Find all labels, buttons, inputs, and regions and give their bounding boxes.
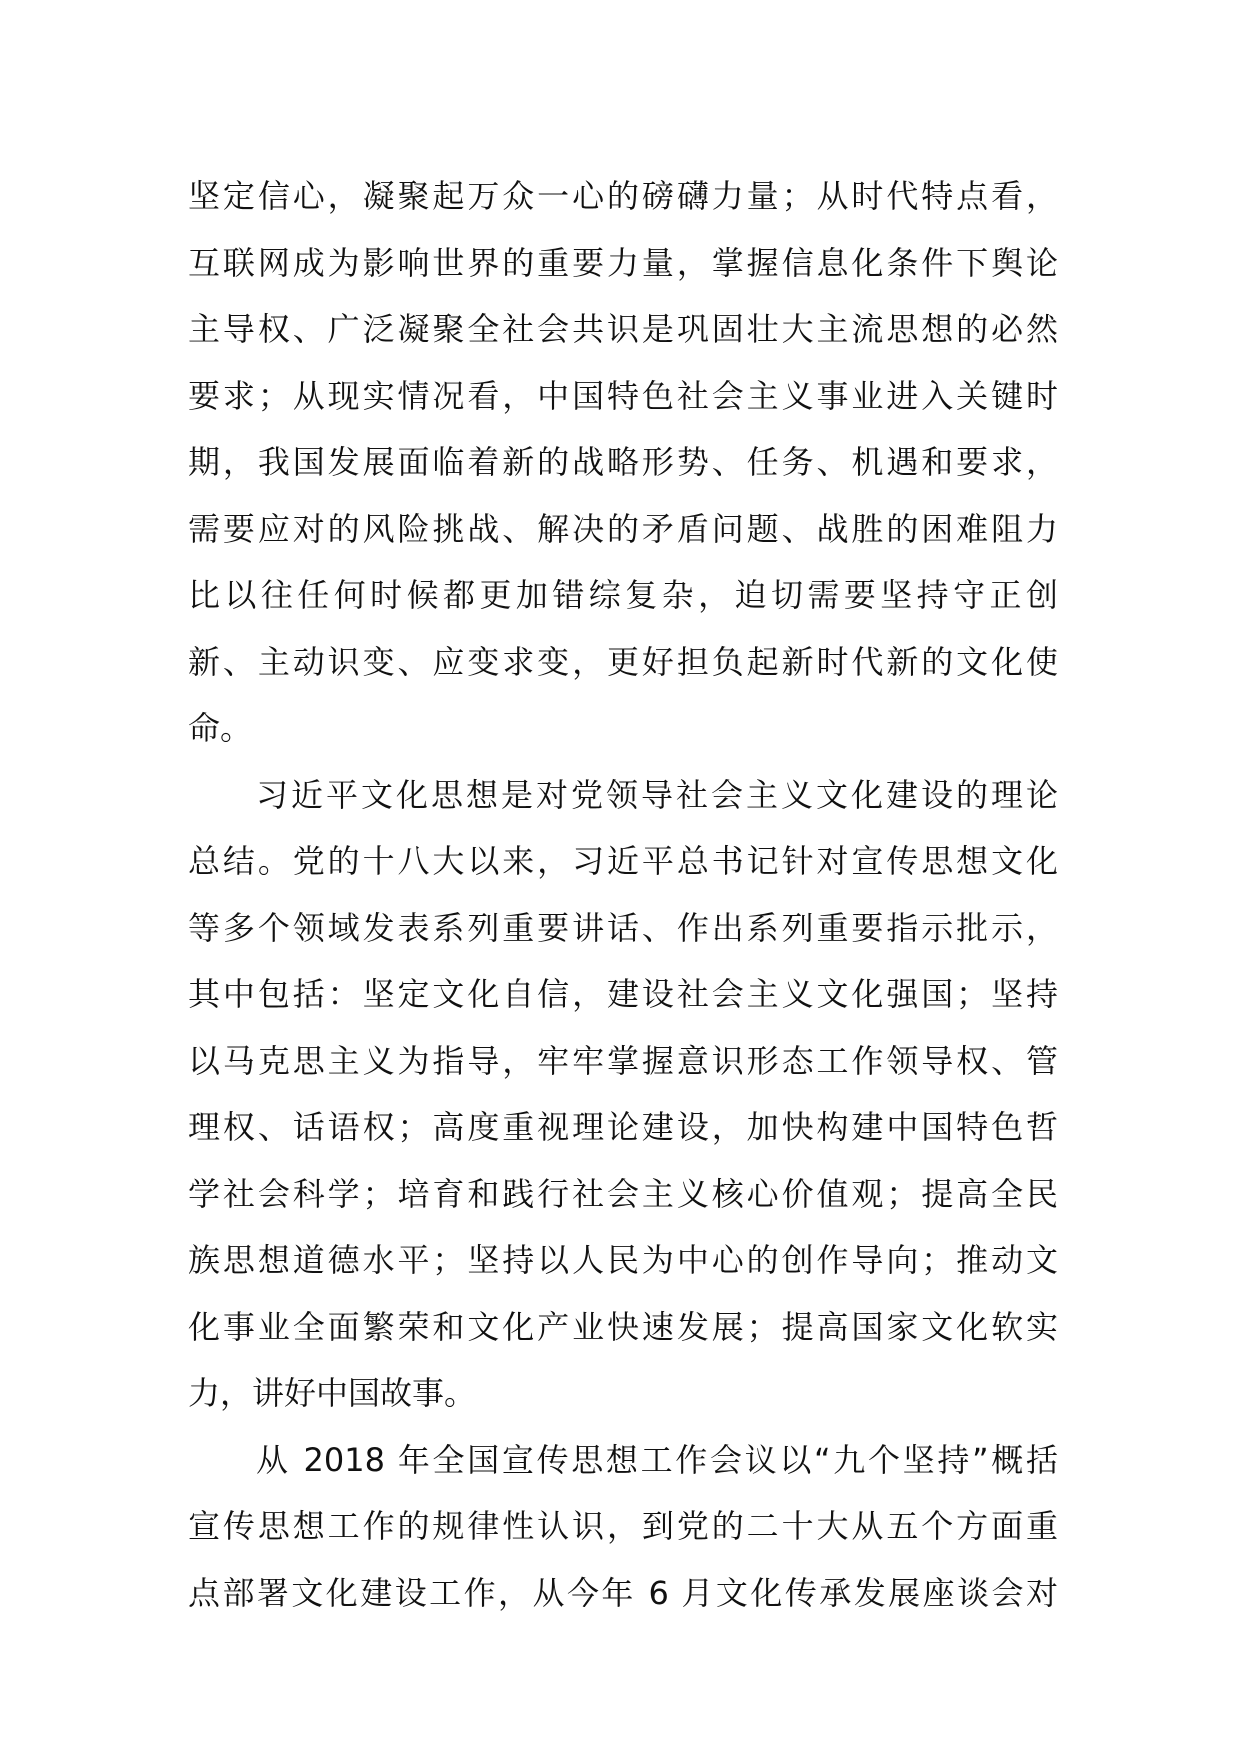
paragraph-3-line-2: 宣传思想工作的规律性认识，到党的二十大从五个方面重 bbox=[188, 1507, 1058, 1545]
paragraph-2-line-3: 等多个领域发表系列重要讲话、作出系列重要指示批示， bbox=[188, 909, 1058, 947]
paragraph-2-line-2: 总结。党的十八大以来，习近平总书记针对宣传思想文化 bbox=[188, 842, 1058, 880]
paragraph-2-line-7: 学社会科学；培育和践行社会主义核心价值观；提高全民 bbox=[188, 1175, 1058, 1213]
paragraph-1-line-5: 期，我国发展面临着新的战略形势、任务、机遇和要求， bbox=[188, 443, 1058, 481]
paragraph-2-line-10: 力，讲好中国故事。 bbox=[188, 1374, 477, 1412]
paragraph-2-line-9: 化事业全面繁荣和文化产业快速发展；提高国家文化软实 bbox=[188, 1308, 1058, 1346]
paragraph-1-line-8: 新、主动识变、应变求变，更好担负起新时代新的文化使 bbox=[188, 643, 1058, 681]
paragraph-1-line-4: 要求；从现实情况看，中国特色社会主义事业进入关键时 bbox=[188, 377, 1058, 415]
paragraph-2-line-1: 习近平文化思想是对党领导社会主义文化建设的理论 bbox=[256, 776, 1058, 814]
paragraph-1-line-3: 主导权、广泛凝聚全社会共识是巩固壮大主流思想的必然 bbox=[188, 310, 1058, 348]
paragraph-2-line-6: 理权、话语权；高度重视理论建设，加快构建中国特色哲 bbox=[188, 1108, 1058, 1146]
paragraph-2-line-8: 族思想道德水平；坚持以人民为中心的创作导向；推动文 bbox=[188, 1241, 1058, 1279]
paragraph-1-line-1: 坚定信心，凝聚起万众一心的磅礴力量；从时代特点看， bbox=[188, 177, 1058, 215]
paragraph-2-line-5: 以马克思主义为指导，牢牢掌握意识形态工作领导权、管 bbox=[188, 1042, 1058, 1080]
paragraph-1-line-9: 命。 bbox=[188, 709, 253, 747]
paragraph-1-line-2: 互联网成为影响世界的重要力量，掌握信息化条件下舆论 bbox=[188, 244, 1058, 282]
paragraph-3-line-1: 从 2018 年全国宣传思想工作会议以“九个坚持”概括 bbox=[256, 1441, 1058, 1479]
paragraph-3-line-3: 点部署文化建设工作，从今年 6 月文化传承发展座谈会对 bbox=[188, 1574, 1058, 1612]
paragraph-1-line-6: 需要应对的风险挑战、解决的矛盾问题、战胜的困难阻力 bbox=[188, 510, 1058, 548]
paragraph-1-line-7: 比以往任何时候都更加错综复杂，迫切需要坚持守正创 bbox=[188, 576, 1058, 614]
paragraph-2-line-4: 其中包括：坚定文化自信，建设社会主义文化强国；坚持 bbox=[188, 975, 1058, 1013]
